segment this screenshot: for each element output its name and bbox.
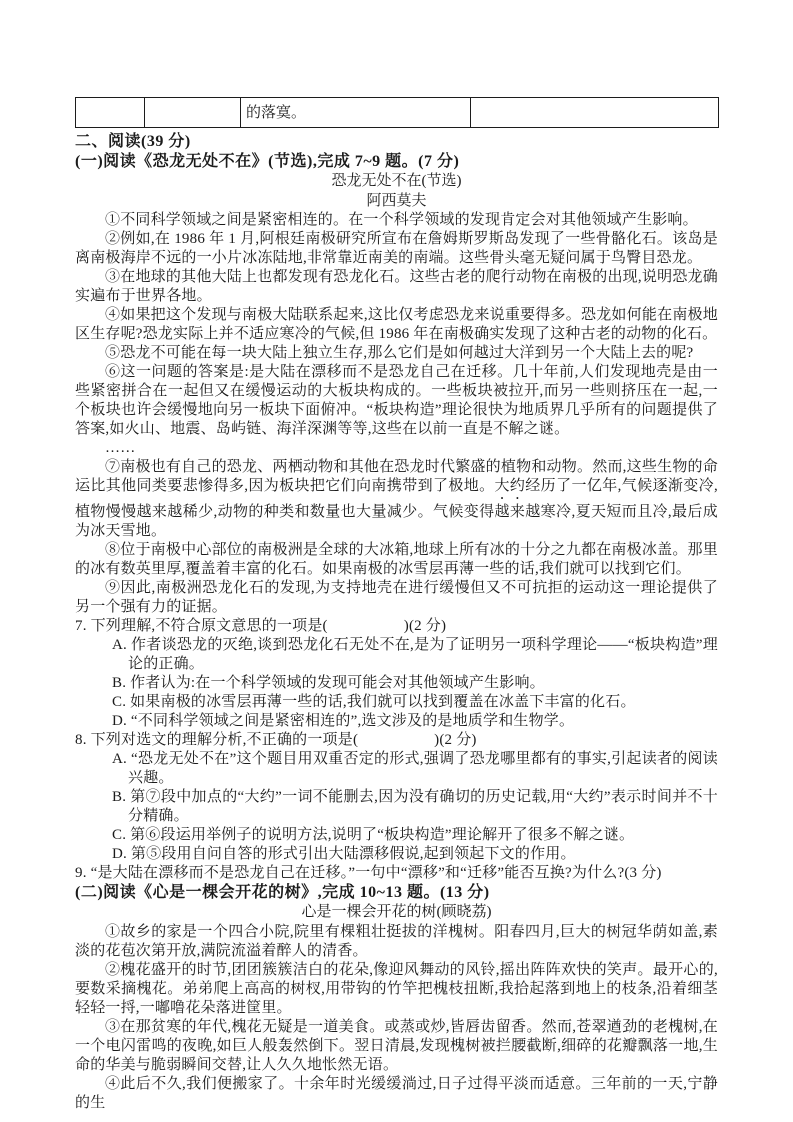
question-8-option-a: A. “恐龙无处不在”这个题目用双重否定的形式,强调了恐龙哪里都有的事实,引起读者的阅读兴趣。 bbox=[112, 751, 718, 786]
paragraph-7-text-after: 经历了一亿年,气候逐渐变冷,植物慢慢越来越稀少,动物的种类和数量也大量减少。气候变得越来越寒冷,夏天短而且冷,最后成为冰天雪地。 bbox=[75, 478, 718, 539]
answer-table bbox=[75, 97, 719, 128]
question-8 bbox=[75, 731, 718, 864]
question-8-stem: 8. 下列对选文的理解分析,不正确的一项是( )(2 分) bbox=[75, 732, 477, 748]
table-row bbox=[76, 98, 719, 128]
passage2-paragraph-1: ①故乡的家是一个四合小院,院里有棵粗壮挺拔的洋槐树。阳春四月,巨大的树冠华荫如盖,素淡的花苞次第开放,满院流溢着醉人的清香。 bbox=[75, 923, 718, 959]
passage2-paragraph-4: ④此后不久,我们便搬家了。十余年时光缓缓淌过,日子过得平淡而适意。三年前的一天,宁静的生 bbox=[75, 1075, 718, 1111]
question-7-option-b: B. 作者认为:在一个科学领域的发现可能会对其他领域产生影响。 bbox=[112, 675, 545, 691]
question-8-option-b: B. 第⑦段中加点的“大约”一词不能删去,因为没有确切的历史记载,用“大约”表示时间并不十分精确。 bbox=[112, 789, 718, 824]
passage1-paragraph-2: ②例如,在 1986 年 1 月,阿根廷南极研究所宣布在詹姆斯罗斯岛发现了一些骨骼化石。该岛是离南极海岸不远的一小片冰冻陆地,非常靠近南美的南端。这些骨头毫无疑问属于鸟臀目恐龙。 bbox=[75, 231, 718, 266]
passage2-heading: (二)阅读《心是一棵会开花的树》,完成 10~13 题。(13 分) bbox=[75, 884, 490, 901]
ellipsis-line: …… bbox=[105, 440, 136, 456]
passage1-paragraph-4: ④如果把这个发现与南极大陆联系起来,这比仅考虑恐龙来说重要得多。恐龙如何能在南极地区生存呢?恐龙实际上并不适应寒冷的气候,但 1986 年在南极确实发现了这种古老的动物的化石。 bbox=[75, 307, 718, 342]
table-cell-1 bbox=[76, 98, 145, 128]
question-9-stem: 9. “是大陆在漂移而不是恐龙自己在迁移。”一句中“漂移”和“迁移”能否互换?为什么?(3 分) bbox=[75, 865, 662, 881]
section-heading: 二、阅读(39 分) bbox=[75, 133, 191, 150]
passage2-paragraph-3: ③在那贫寒的年代,槐花无疑是一道美食。或蒸或炒,皆唇齿留香。然而,苍翠遒劲的老槐树,在一个电闪雷鸣的夜晚,如巨人般轰然倒下。翌日清晨,发现槐树被拦腰截断,细碎的花瓣飘落一地,生命的华美与脆弱瞬间交替,让人久久地怅然无语。 bbox=[75, 1018, 718, 1073]
passage1-paragraph-3: ③在地球的其他大陆上也都发现有恐龙化石。这些古老的爬行动物在南极的出现,说明恐龙确实遍布于世界各地。 bbox=[75, 269, 718, 304]
table-cell-2 bbox=[145, 98, 241, 128]
passage2-paragraph-2: ②槐花盛开的时节,团团簇簇洁白的花朵,像迎风舞动的风铃,摇出阵阵欢快的笑声。最开心的,要数采摘槐花。弟弟爬上高高的树杈,用带钩的竹竿把槐枝扭断,我拾起落到地上的枝条,沿着细茎轻轻一捋,一嘟噜花朵落进筐里。 bbox=[75, 961, 718, 1016]
question-8-option-d: D. 第⑤段用自问自答的形式引出大陆漂移假说,起到领起下文的作用。 bbox=[112, 846, 576, 862]
passage1-paragraph-8: ⑧位于南极中心部位的南极洲是全球的大冰箱,地球上所有冰的十分之九都在南极冰盖。那里的冰有数英里厚,覆盖着丰富的化石。如果南极的冰雪层再薄一些的话,我们就可以找到它们。 bbox=[75, 542, 718, 577]
paragraph-7-text-before: ⑦南极也有自己的恐龙、两栖动物和其他在恐龙时代繁盛的植物和动物。然而,这些生物的命运比其他同类要悲惨得多,因为板块把它们向南携带到了极地。 bbox=[75, 459, 718, 494]
question-8-option-c: C. 第⑥段运用举例子的说明方法,说明了“板块构造”理论解开了很多不解之谜。 bbox=[112, 827, 635, 843]
table-cell-3: 的落寞。 bbox=[241, 98, 471, 128]
question-7-option-c: C. 如果南极的冰雪层再薄一些的话,我们就可以找到覆盖在冰盖下丰富的化石。 bbox=[112, 694, 636, 710]
emphasized-word: 大约 bbox=[494, 478, 526, 494]
passage1-paragraph-7 bbox=[75, 458, 718, 541]
passage1-paragraph-6: ⑥这一问题的答案是:是大陆在漂移而不是恐龙自己在迁移。几十年前,人们发现地壳是由一些紧密拼合在一起但又在缓慢运动的大板块构成的。一些板块被拉开,而另一些则挤压在一起,一个板块也许会缓慢地向另一板块下面俯冲。“板块构造”理论很快为地质界几乎所有的问题提供了答案,如火山、地震、岛屿链、海洋深渊等等,这些在以前一直是不解之谜。 bbox=[75, 364, 718, 437]
question-7-option-d: D. “不同科学领域之间是紧密相连的”,选文涉及的是地质学和生物学。 bbox=[112, 713, 575, 729]
table-cell-4 bbox=[471, 98, 719, 128]
question-7 bbox=[75, 617, 718, 731]
passage1-paragraph-1: ①不同科学领域之间是紧密相连的。在一个科学领域的发现肯定会对其他领域产生影响。 bbox=[105, 212, 698, 228]
passage1-paragraph-5: ⑤恐龙不可能在每一块大陆上独立生存,那么它们是如何越过大洋到另一个大陆上去的呢? bbox=[105, 345, 694, 361]
passage2-title: 心是一棵会开花的树(顾晓荔) bbox=[301, 904, 492, 920]
passage1-heading: (一)阅读《恐龙无处不在》(节选),完成 7~9 题。(7 分) bbox=[75, 153, 460, 170]
question-7-option-a: A. 作者谈恐龙的灭绝,谈到恐龙化石无处不在,是为了证明另一项科学理论——“板块构造”理论的正确。 bbox=[112, 637, 718, 672]
passage1-author: 阿西莫夫 bbox=[366, 192, 427, 209]
question-7-stem: 7. 下列理解,不符合原文意思的一项是( )(2 分) bbox=[75, 618, 447, 634]
passage1-paragraph-9: ⑨因此,南极洲恐龙化石的发现,为支持地壳在进行缓慢但又不可抗拒的运动这一理论提供了另一个强有力的证据。 bbox=[75, 580, 718, 615]
page-content bbox=[75, 97, 718, 1113]
passage1-title: 恐龙无处不在(节选) bbox=[331, 173, 462, 189]
